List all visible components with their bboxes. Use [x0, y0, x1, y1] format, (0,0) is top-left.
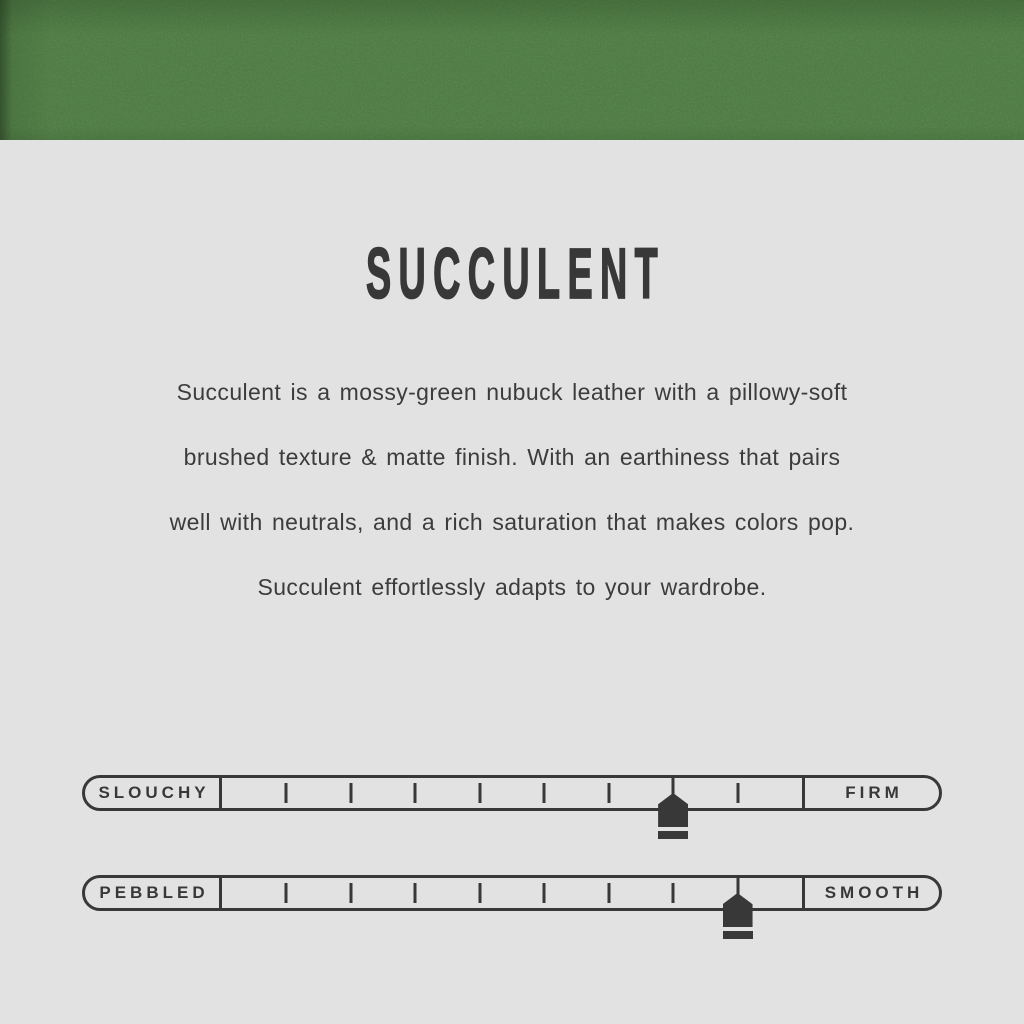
description-line: well with neutrals, and a rich saturation that makes colors pop.	[169, 509, 855, 535]
description-line: Succulent is a mossy-green nubuck leather with a pillowy-soft	[176, 379, 848, 405]
scale-marker-bar	[723, 931, 753, 939]
tick-mark	[478, 883, 481, 903]
scale-marker	[723, 893, 753, 927]
page-title	[0, 232, 1024, 314]
scale-marker	[658, 793, 688, 827]
tick-mark	[349, 883, 352, 903]
tick-mark	[285, 783, 288, 803]
tick-mark	[414, 783, 417, 803]
tick-mark	[607, 883, 610, 903]
drape-scale-track	[222, 778, 802, 808]
leather-swatch-image	[0, 0, 1024, 140]
tick-mark	[349, 783, 352, 803]
drape-scale	[82, 775, 942, 811]
leather-name: SUCCULENT	[366, 232, 666, 314]
leather-description	[0, 360, 1024, 620]
description-line: Succulent effortlessly adapts to your wardrobe.	[257, 574, 767, 600]
tick-mark	[543, 783, 546, 803]
tick-mark	[672, 883, 675, 903]
texture-scale-right-label: SMOOTH	[802, 878, 939, 908]
texture-scale-track	[222, 878, 802, 908]
drape-scale-left-label: SLOUCHY	[85, 778, 222, 808]
tick-mark	[478, 783, 481, 803]
texture-scale-left-label: PEBBLED	[85, 878, 222, 908]
tick-mark	[285, 883, 288, 903]
tick-mark	[736, 783, 739, 803]
texture-scale	[82, 875, 942, 911]
description-line: brushed texture & matte finish. With an earthiness that pairs	[183, 444, 841, 470]
scale-marker-bar	[658, 831, 688, 839]
tick-mark	[414, 883, 417, 903]
tick-mark	[607, 783, 610, 803]
leather-texture	[0, 0, 1024, 140]
tick-mark	[543, 883, 546, 903]
drape-scale-right-label: FIRM	[802, 778, 939, 808]
texture-shading-left	[0, 0, 1024, 140]
